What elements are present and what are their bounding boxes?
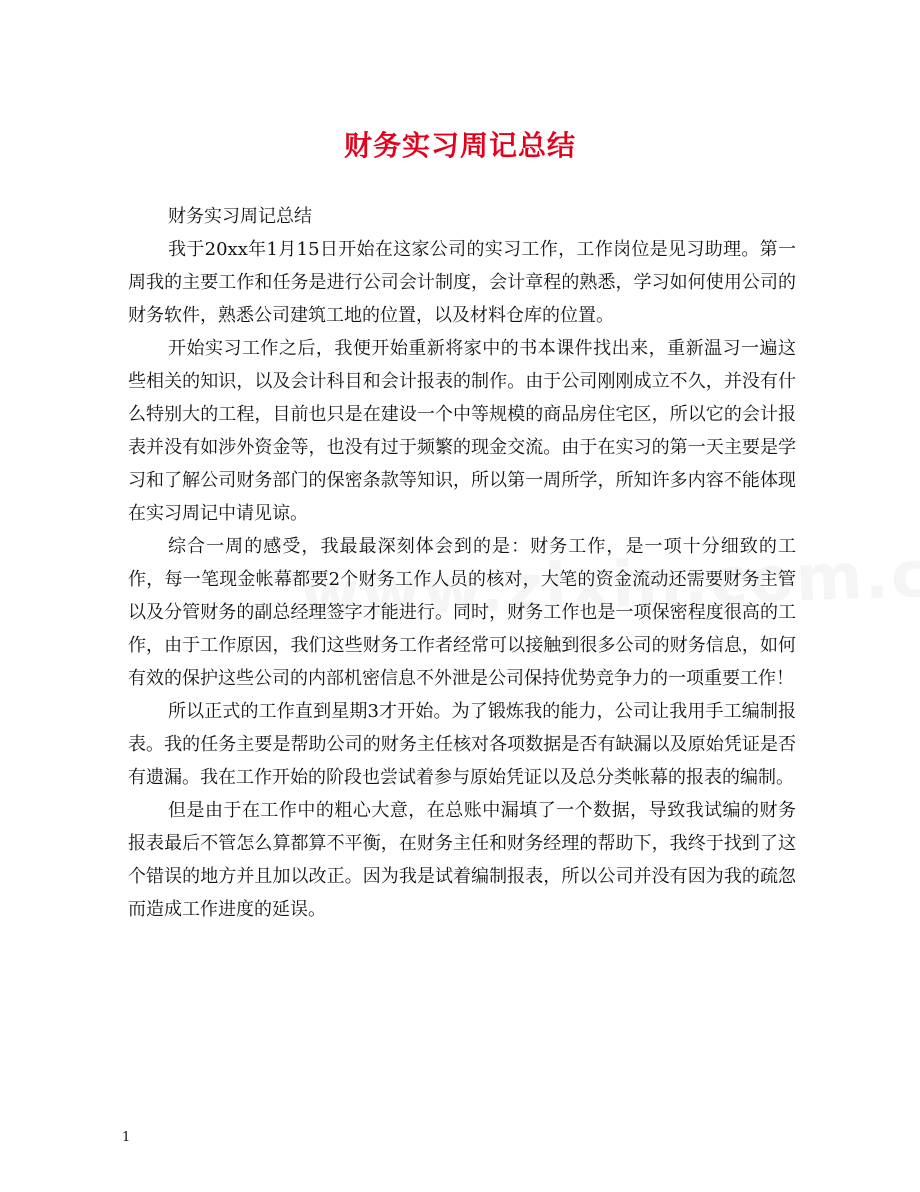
document-title: 财务实习周记总结 bbox=[343, 129, 576, 162]
paragraph: 所以正式的工作直到星期3才开始。为了锻炼我的能力，公司让我用手工编制报表。我的任务主要是帮助公司的财务主任核对各项数据是否有缺漏以及原始凭证是否有遗漏。我在工作开始的阶段也尝试着参与原始凭证以及总分类帐幕的报表的编制。 bbox=[128, 701, 796, 788]
paragraph-heading: 财务实习周记总结 bbox=[168, 206, 312, 227]
page-number: 1 bbox=[122, 1130, 131, 1145]
paragraph: 开始实习工作之后，我便开始重新将家中的书本课件找出来，重新温习一遍这些相关的知识，以及会计科目和会计报表的制作。由于公司刚刚成立不久，并没有什么特别大的工程，目前也只是在建设一个中等规模的商品房住宅区，所以它的会计报表并没有如涉外资金等，也没有过于频繁的现金交流。由于在实习的第一天主要是学习和了解公司财务部门的保密条款等知识，所以第一周所学，所知许多内容不能体现在实习周记中请见谅。 bbox=[128, 338, 796, 524]
document-body bbox=[128, 200, 796, 926]
paragraph: 我于20xx年1月15日开始在这家公司的实习工作，工作岗位是见习助理。第一周我的主要工作和任务是进行公司会计制度，会计章程的熟悉，学习如何使用公司的财务软件，熟悉公司建筑工地的位置，以及材料仓库的位置。 bbox=[128, 239, 796, 326]
paragraph: 综合一周的感受，我最最深刻体会到的是：财务工作，是一项十分细致的工作，每一笔现金帐幕都要2个财务工作人员的核对，大笔的资金流动还需要财务主管以及分管财务的副总经理签字才能进行。同时，财务工作也是一项保密程度很高的工作，由于工作原因，我们这些财务工作者经常可以接触到很多公司的财务信息，如何有效的保护这些公司的内部机密信息不外泄是公司保持优势竞争力的一项重要工作！ bbox=[128, 536, 796, 689]
paragraph: 但是由于在工作中的粗心大意，在总账中漏填了一个数据，导致我试编的财务报表最后不管怎么算都算不平衡，在财务主任和财务经理的帮助下，我终于找到了这个错误的地方并且加以改正。因为我是试着编制报表，所以公司并没有因为我的疏忽而造成工作进度的延误。 bbox=[128, 800, 796, 920]
